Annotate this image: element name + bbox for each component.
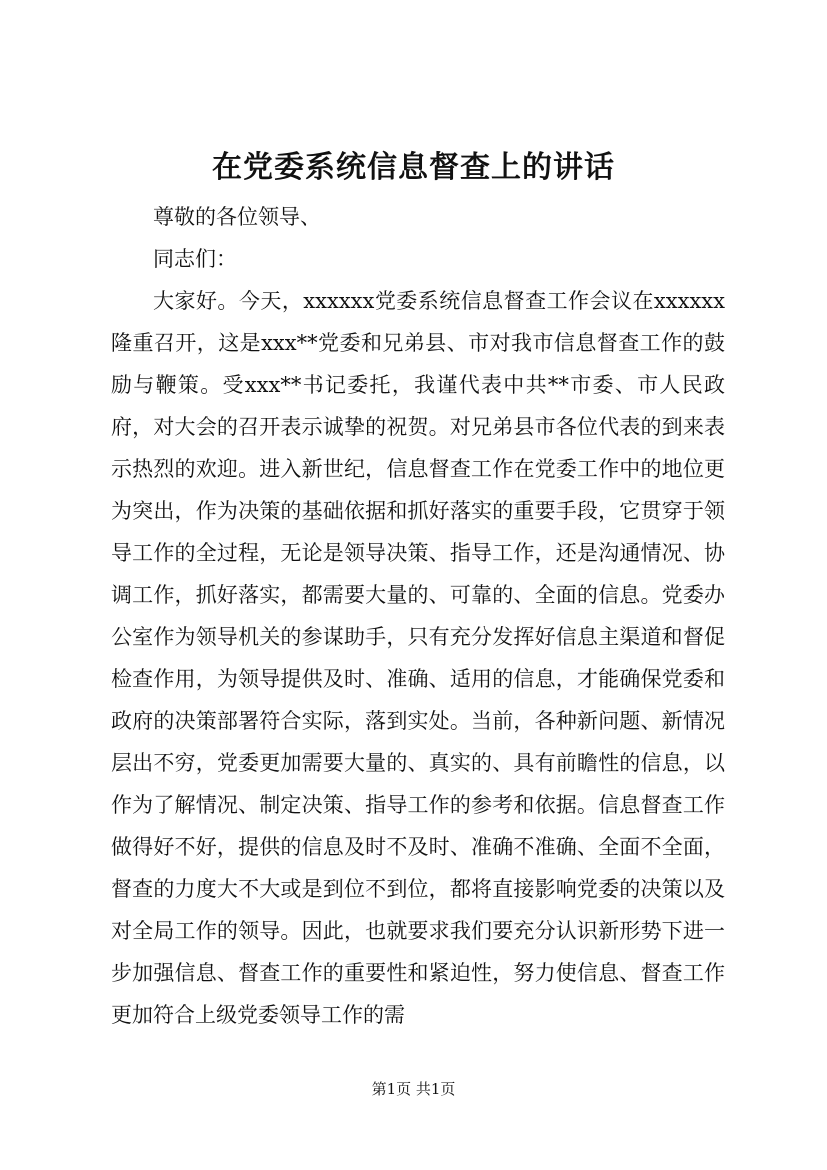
- page-footer: 第1页 共1页: [371, 1080, 456, 1098]
- salutation-line-2: 同志们：: [153, 247, 237, 271]
- body-paragraph: 大家好。今天，xxxxxx党委系统信息督查工作会议在xxxxxx隆重召开，这是xxx**党委和兄弟县、市对我市信息督查工作的鼓励与鞭策。受xxx**书记委托，我谨代表中共**市委、市人民政府，对大会的召开表示诚挚的祝贺。对兄弟县市各位代表的到来表示热烈的欢迎。进入新世纪，信息督查工作在党委工作中的地位更为突出，作为决策的基础依据和抓好落实的重要手段，它贯穿于领导工作的全过程，无论是领导决策、指导工作，还是沟通情况、协调工作，抓好落实，都需要大量的、可靠的、全面的信息。党委办公室作为领导机关的参谋助手，只有充分发挥好信息主渠道和督促检查作用，为领导提供及时、准确、适用的信息，才能确保党委和政府的决策部署符合实际，落到实处。当前，各种新问题、新情况层出不穷，党委更加需要大量的、真实的、具有前瞻性的信息，以作为了解情况、制定决策、指导工作的参考和依据。信息督查工作做得好不好，提供的信息及时不及时、准确不准确、全面不全面，督查的力度大不大或是到位不到位，都将直接影响党委的决策以及对全局工作的领导。因此，也就要求我们要充分认识新形势下进一步加强信息、督查工作的重要性和紧迫性，努力使信息、督查工作更加符合上级党委领导工作的需: [111, 289, 725, 1027]
- salutation-line-1: 尊敬的各位领导、: [153, 205, 321, 229]
- document-title: 在党委系统信息督查上的讲话: [212, 150, 615, 185]
- document-body: [111, 196, 725, 1036]
